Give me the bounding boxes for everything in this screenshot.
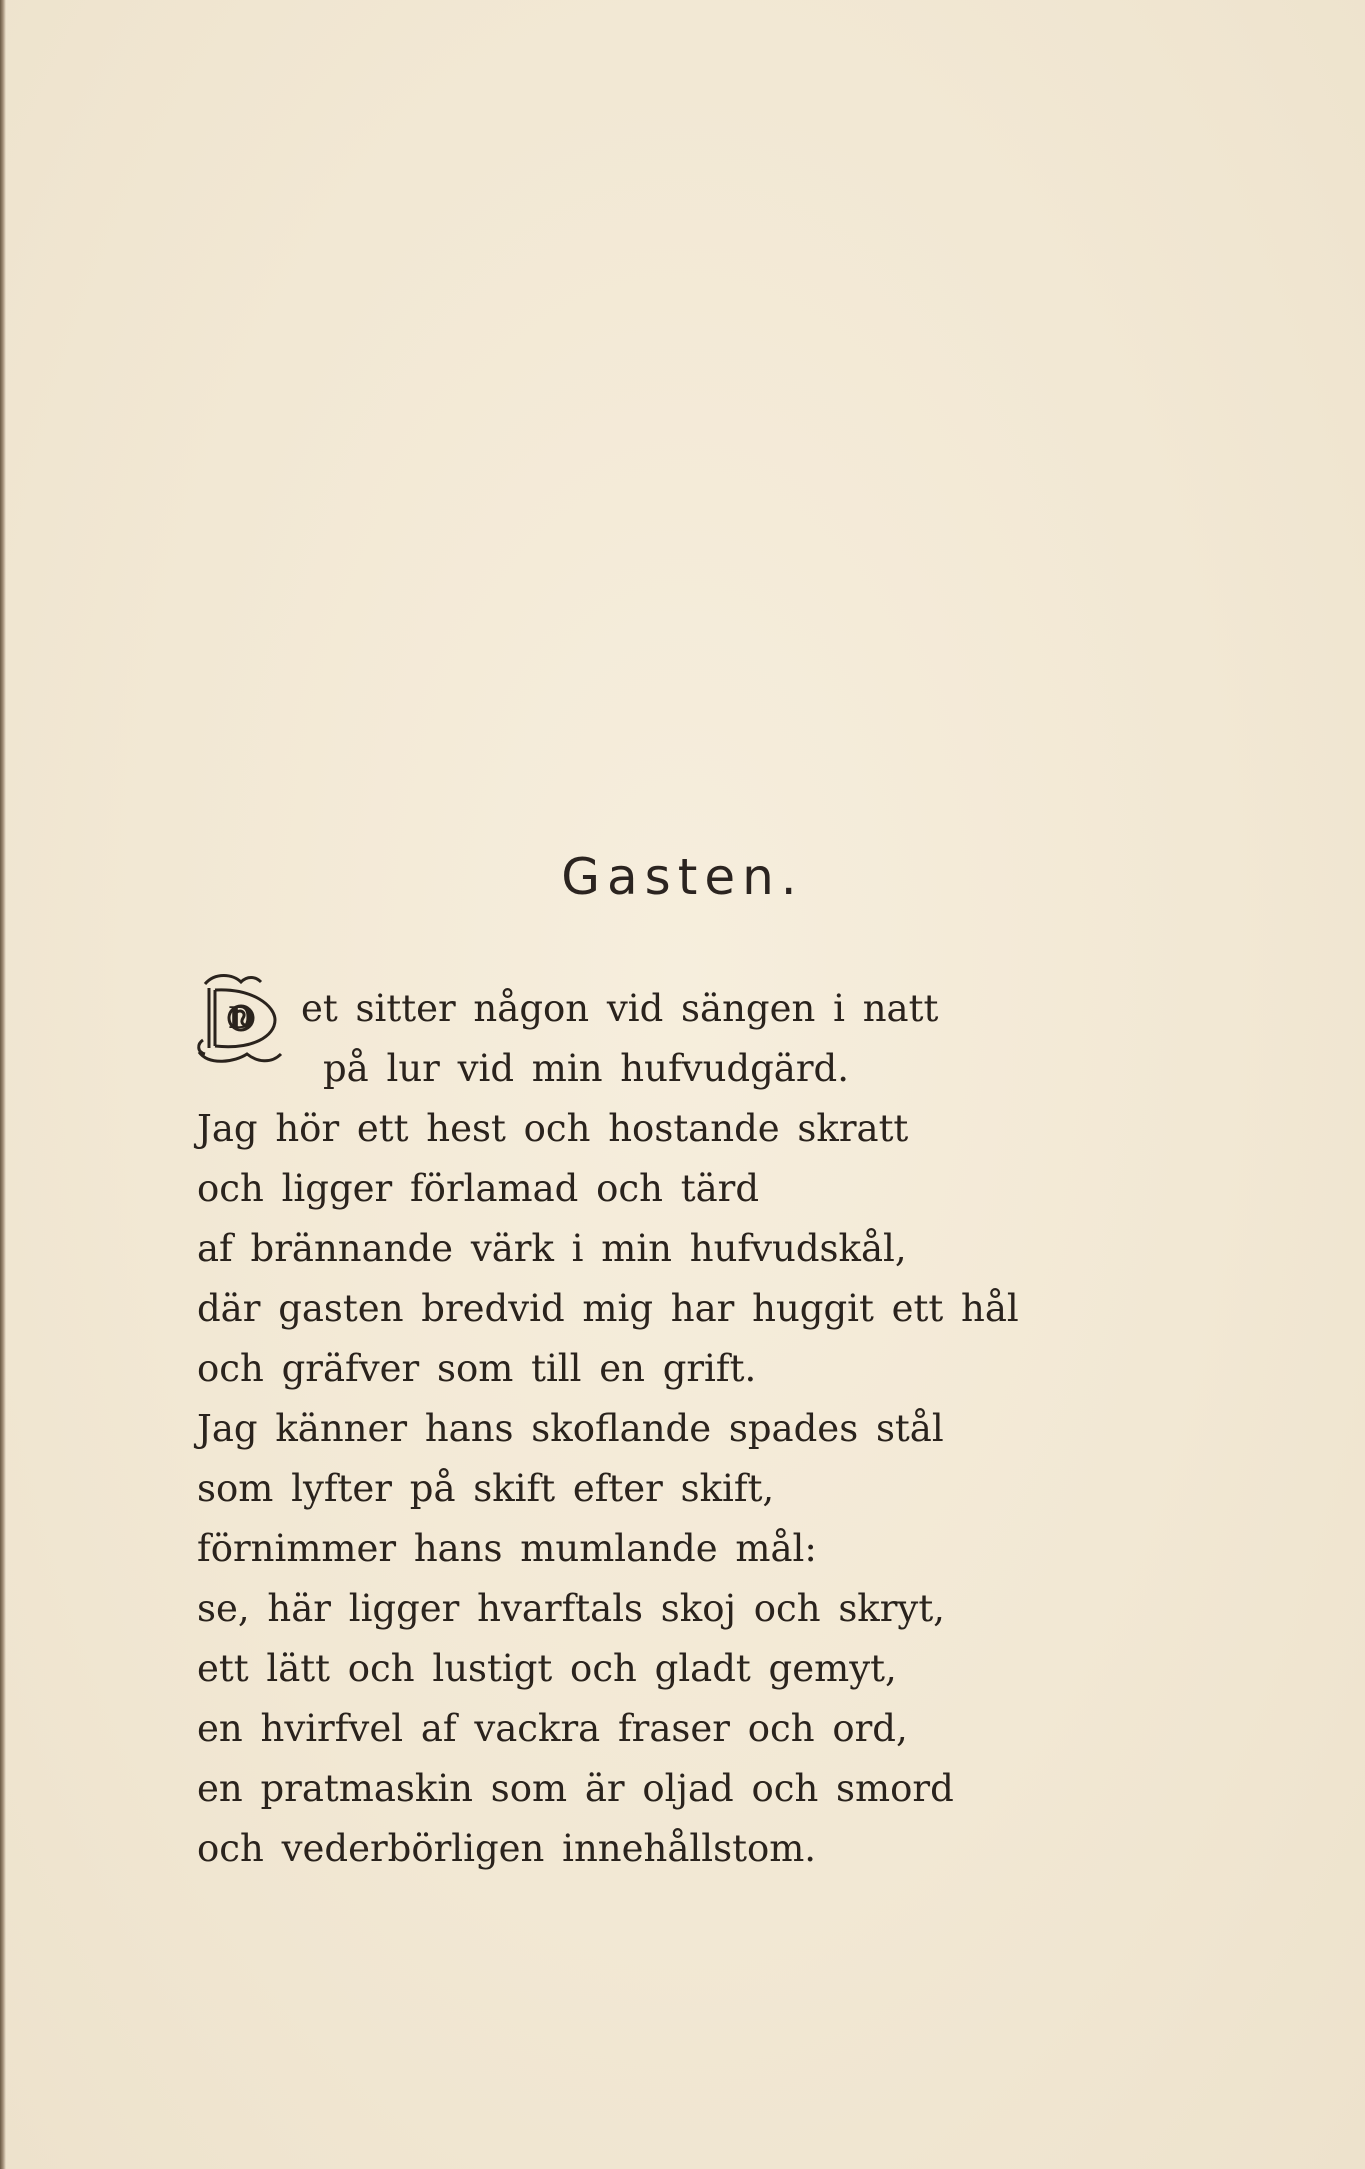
poem-line: Jag känner hans skoflande spades stål (197, 1407, 944, 1450)
poem-line: förnimmer hans mumlande mål: (197, 1527, 817, 1570)
poem-line: och ligger förlamad och tärd (197, 1167, 759, 1210)
poem-line: och gräfver som till en grift. (197, 1347, 757, 1390)
poem-line: Jag hör ett hest och hostande skratt (197, 1107, 909, 1150)
poem-line: ett lätt och lustigt och gladt gemyt, (197, 1647, 897, 1690)
poem-line: en pratmaskin som är oljad och smord (197, 1767, 954, 1810)
poem-title: Gasten. (561, 848, 804, 906)
svg-text:D: D (227, 1001, 255, 1036)
poem-line: som lyfter på skift efter skift, (197, 1467, 775, 1510)
ornamental-dropcap-d (195, 970, 285, 1070)
poem-line: och vederbörligen innehållstom. (197, 1827, 817, 1870)
poem-line: et sitter någon vid sängen i natt (301, 987, 939, 1030)
poem-line: där gasten bredvid mig har huggit ett hål (197, 1287, 1019, 1330)
poem-line: på lur vid min hufvudgärd. (323, 1047, 849, 1090)
poem-line: en hvirfvel af vackra fraser och ord, (197, 1707, 908, 1750)
poem-line: af brännande värk i min hufvudskål, (197, 1227, 907, 1270)
page-spine-shadow (0, 0, 6, 2169)
poem-line: se, här ligger hvarftals skoj och skryt, (197, 1587, 945, 1630)
